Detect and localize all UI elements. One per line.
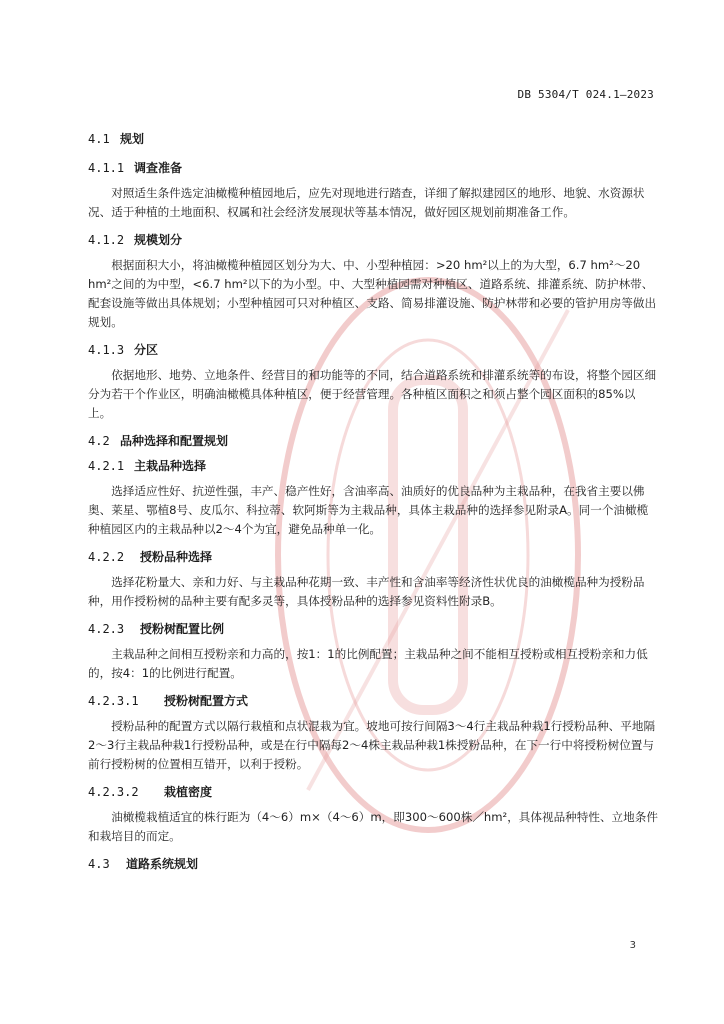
paragraph-4-1-3: 依据地形、地势、立地条件、经营目的和功能等的不同，结合道路系统和排灌系统等的布设，将整个园区细分为若干个作业区，明确油橄榄具体种植区，便于经营管理。各种植区面积之和须占整个园区面积的85%以上。 [88,368,657,420]
paragraph-4-2-2: 选择花粉量大、亲和力好、与主栽品种花期一致、丰产性和含油率等经济性状优良的油橄榄品种为授粉品种，用作授粉树的品种主要有配多灵等，具体授粉品种的选择参见资料性附录B。 [88,575,645,608]
heading-4-2: 4.2 品种选择和配置规划 [88,434,229,448]
paragraph-4-2-3-1: 授粉品种的配置方式以隔行栽植和点状混栽为宜。坡地可按行间隔3～4行主栽品种栽1行授粉品种、平地隔2～3行主栽品种栽1行授粉品种，或是在行中隔每2～4株主栽品种栽1株授粉品种，在下一行中将授粉树位置与前行授粉树的位置相互错开，以利于授粉。 [88,719,656,771]
paragraph-4-2-1: 选择适应性好、抗逆性强，丰产、稳产性好，含油率高、油质好的优良品种为主栽品种，在我省主要以佛奥、莱星、鄂植8号、皮瓜尔、科拉蒂、软阿斯等为主栽品种，具体主栽品种的选择参见附录A。同一个油橄榄种植园区内的主栽品种以2～4个为宜，避免品种单一化。 [88,484,649,536]
paragraph-4-2-3: 主栽品种之间相互授粉亲和力高的，按1：1的比例配置；主栽品种之间不能相互授粉或相互授粉亲和力低的，按4：1的比例进行配置。 [88,647,648,680]
heading-4-2-3-1: 4.2.3.1 授粉树配置方式 [88,694,249,708]
heading-4-2-3: 4.2.3 授粉树配置比例 [88,622,225,636]
document-code: DB 5304/T 024.1—2023 [517,88,654,101]
paragraph-4-2-3-2: 油橄榄栽植适宜的株行距为（4～6）m×（4～6）m，即300～600株／hm²，具体视品种特性、立地条件和栽培目的而定。 [88,810,658,843]
heading-4-1-1: 4.1.1 调查准备 [88,161,183,175]
paragraph-4-1-2: 根据面积大小，将油橄榄种植园区划分为大、中、小型种植园：>20 hm²以上的为大型，6.7 hm²～20 hm²之间的为中型，<6.7 hm²以下的为小型。中、大型种植园需对种植区、道路系统、排灌系统、防护林带、配套设施等做出具体规划；小型种植园可只对种植区、支路、简易排灌设施、防护林带和必要的管护用房等做出规划。 [88,258,657,329]
heading-4-1: 4.1 规划 [88,132,145,146]
paragraph-4-1-1: 对照适生条件选定油橄榄种植园地后，应先对现地进行踏查，详细了解拟建园区的地形、地貌、水资源状况、适于种植的土地面积、权属和社会经济发展现状等基本情况，做好园区规划前期准备工作。 [88,186,645,219]
heading-4-1-2: 4.1.2 规模划分 [88,233,183,247]
heading-4-2-2: 4.2.2 授粉品种选择 [88,550,213,564]
page-number: 3 [629,940,636,951]
heading-4-2-3-2: 4.2.3.2 栽植密度 [88,785,213,799]
document-body [88,120,658,872]
heading-4-1-3: 4.1.3 分区 [88,343,159,357]
heading-4-3: 4.3 道路系统规划 [88,857,199,871]
heading-4-2-1: 4.2.1 主栽品种选择 [88,459,207,473]
